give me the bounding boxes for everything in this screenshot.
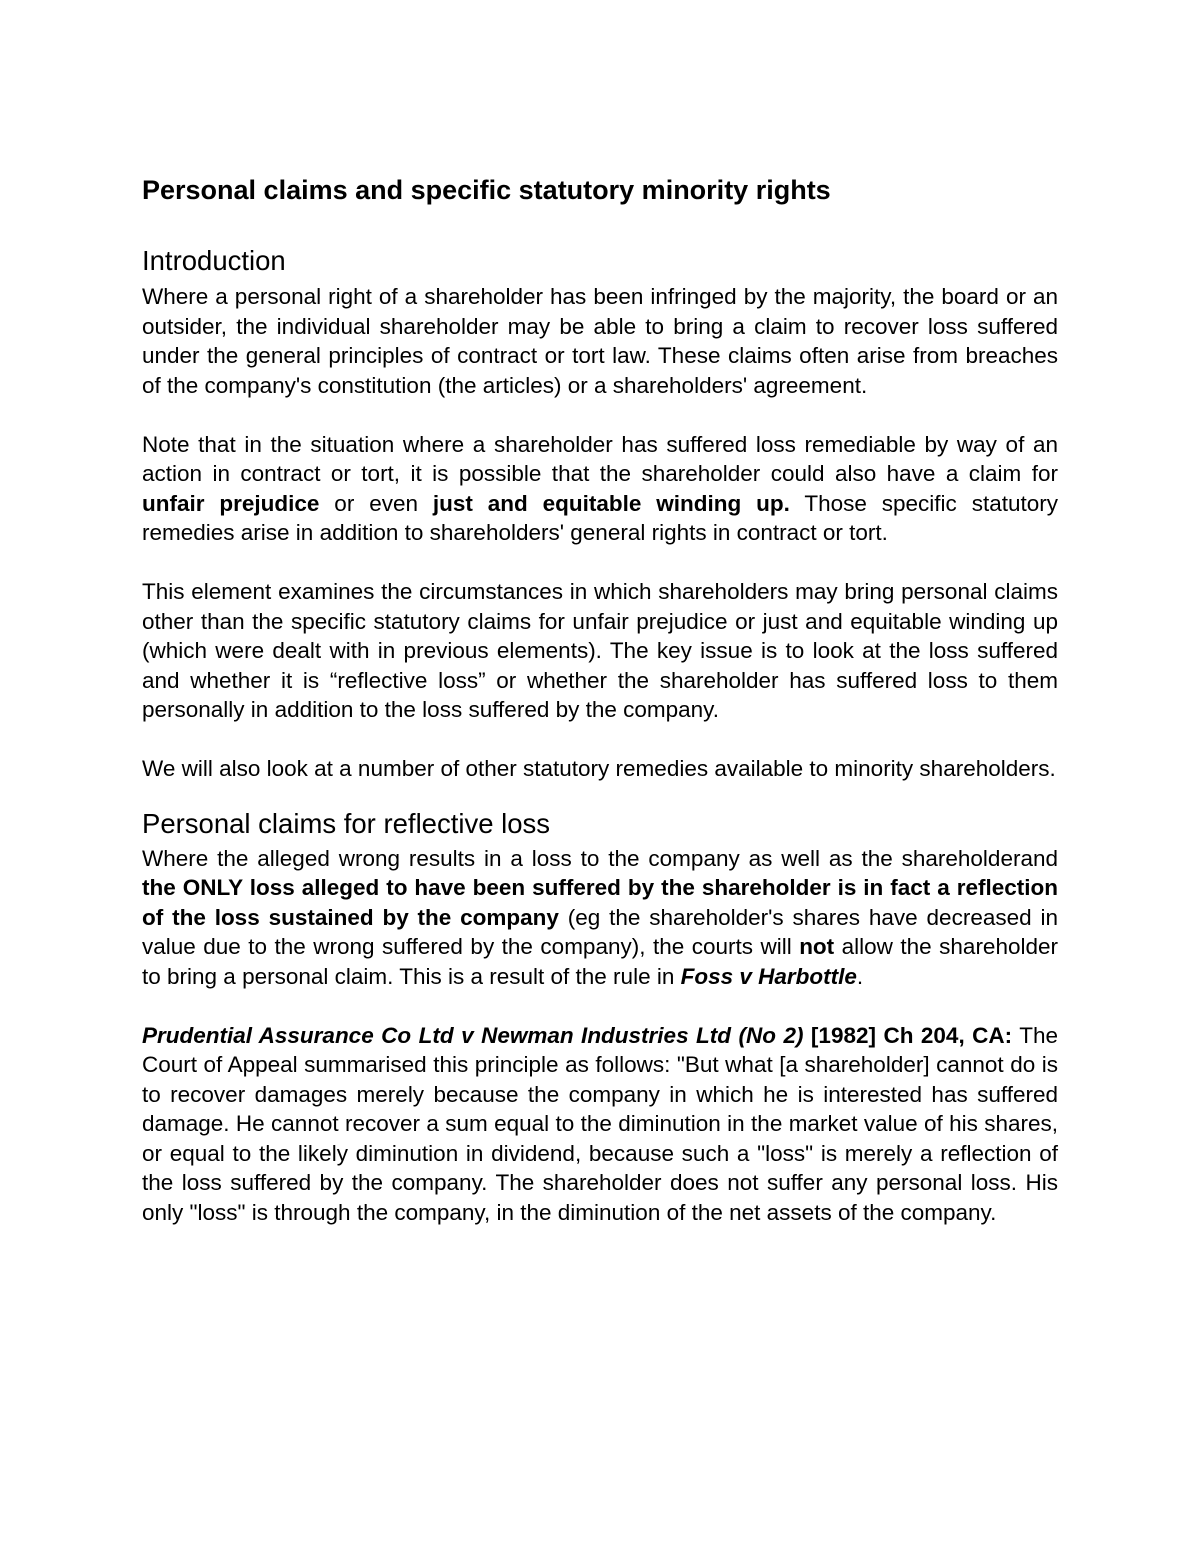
reflective-paragraph-1 (142, 844, 1058, 992)
intro-paragraph-1: Where a personal right of a shareholder has been infringed by the majority, the board or an outsider, the individual shareholder may be able to bring a claim to recover loss suffered under the general principles of contract or tort law. These claims often arise from breaches of the company's constitution (the articles) or a shareholders' agreement. (142, 284, 1058, 398)
document-page (142, 172, 1058, 1227)
bold-term-unfair-prejudice: unfair prejudice (142, 490, 320, 516)
text-run: Where the alleged wrong results in a loss to the company as well as the shareholderand (142, 845, 1058, 871)
bold-statement-only-loss: the ONLY loss alleged to have been suffered by the shareholder is in fact a reflection of the loss sustained by the company (142, 875, 1058, 930)
reflective-paragraph-2 (142, 1021, 1058, 1228)
text-run: . (856, 963, 864, 989)
text-run: The Court of Appeal summarised this principle as follows: "But what [a shareholder] cannot do is to recover damages merely because the company in which he is interested has suffered damage. He cannot recover a sum equal to the diminution in the market value of his shares, or equal to the likely diminution in dividend, because such a "loss" is merely a reflection of the loss suffered by the company. The shareholder does not suffer any personal loss. His only "loss" is through the company, in the diminution of the net assets of the company. (142, 1022, 1058, 1225)
text-run: (eg the shareholder's shares have decreased in value due to the wrong suffered by the company), the courts will (142, 904, 1058, 959)
introduction-heading: Introduction (142, 245, 286, 276)
case-name-prudential: Prudential Assurance Co Ltd v Newman Industries Ltd (No 2) (142, 1022, 804, 1048)
case-name-foss-v-harbottle: Foss v Harbottle (680, 963, 857, 989)
document-title: Personal claims and specific statutory minority rights (142, 175, 831, 205)
reflective-loss-heading: Personal claims for reflective loss (142, 807, 551, 839)
intro-paragraph-3: This element examines the circumstances in which shareholders may bring personal claims other than the specific statutory claims for unfair prejudice or just and equitable winding up (which were dealt with in previous elements). The key issue is to look at the loss suffered and whether it is “reflective loss” or whether the shareholder has suffered loss to them personally in addition to the loss suffered by the company. (142, 579, 1058, 722)
text-run: allow the shareholder to bring a personal claim. This is a result of the rule in (142, 934, 1058, 989)
bold-word-not: not (799, 934, 835, 959)
bold-term-winding-up: just and equitable winding up. (432, 490, 790, 516)
intro-paragraph-4: We will also look at a number of other statutory remedies available to minority shareholders. (142, 756, 1056, 781)
text-run: or even (319, 490, 433, 516)
case-citation: [1982] Ch 204, CA: (803, 1022, 1013, 1048)
text-run: Those specific statutory remedies arise in addition to shareholders' general rights in contract or tort. (142, 490, 1058, 545)
text-run: Note that in the situation where a shareholder has suffered loss remediable by way of an action in contract or tort, it is possible that the shareholder could also have a claim for (142, 431, 1058, 486)
intro-paragraph-2 (142, 430, 1058, 548)
